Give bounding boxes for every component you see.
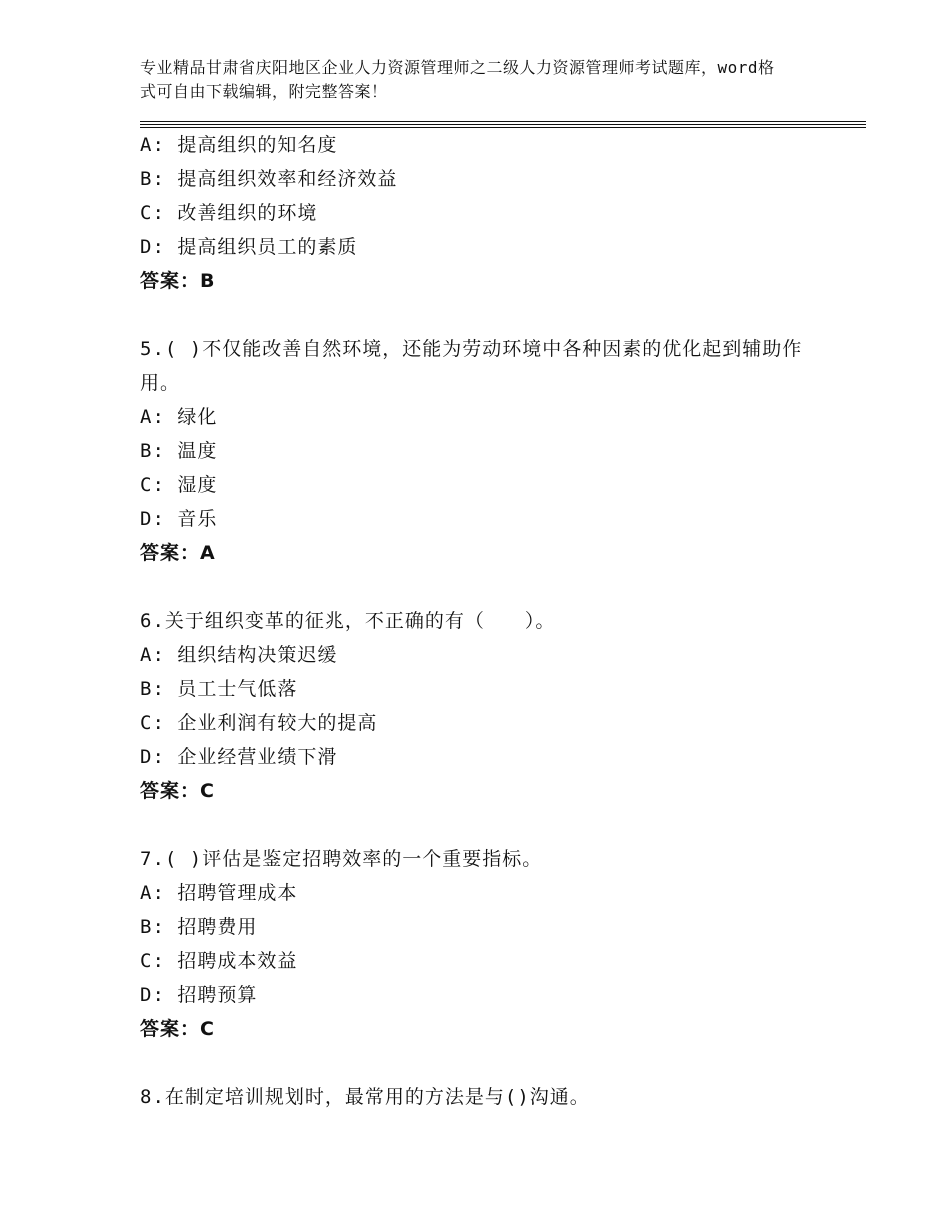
question-text: 5.( )不仅能改善自然环境，还能为劳动环境中各种因素的优化起到辅助作用。 — [140, 338, 803, 394]
option-d: D: 音乐 — [140, 508, 218, 530]
question-text: 8.在制定培训规划时，最常用的方法是与()沟通。 — [140, 1086, 590, 1108]
option-a: A: 绿化 — [140, 406, 218, 428]
option-a: A: 提高组织的知名度 — [140, 134, 338, 156]
answer-label: 答案： — [140, 270, 201, 292]
question-block — [140, 332, 820, 570]
answer-label: 答案： — [140, 1018, 201, 1040]
option-d: D: 招聘预算 — [140, 984, 258, 1006]
question-text: 7.( )评估是鉴定招聘效率的一个重要指标。 — [140, 848, 543, 870]
answer-value: C — [200, 780, 215, 802]
question-block — [140, 128, 820, 298]
option-a: A: 招聘管理成本 — [140, 882, 298, 904]
answer-line — [140, 264, 820, 298]
answer-line — [140, 774, 820, 808]
option-c: C: 企业利润有较大的提高 — [140, 712, 378, 734]
document-header: 专业精品甘肃省庆阳地区企业人力资源管理师之二级人力资源管理师考试题库，word格式可自由下载编辑，附完整答案！ — [140, 58, 775, 101]
question-text: 6.关于组织变革的征兆，不正确的有（ ）。 — [140, 610, 556, 632]
answer-value: B — [200, 270, 216, 292]
answer-value: A — [200, 542, 216, 564]
option-d: D: 企业经营业绩下滑 — [140, 746, 338, 768]
header-rule — [140, 121, 866, 122]
option-c: C: 招聘成本效益 — [140, 950, 298, 972]
question-block — [140, 1080, 820, 1114]
option-c: C: 湿度 — [140, 474, 218, 496]
option-a: A: 组织结构决策迟缓 — [140, 644, 338, 666]
option-d: D: 提高组织员工的素质 — [140, 236, 358, 258]
option-c: C: 改善组织的环境 — [140, 202, 318, 224]
answer-value: C — [200, 1018, 215, 1040]
option-b: B: 招聘费用 — [140, 916, 258, 938]
header-rule — [140, 124, 866, 125]
answer-label: 答案： — [140, 542, 201, 564]
answer-line — [140, 536, 820, 570]
option-b: B: 提高组织效率和经济效益 — [140, 168, 398, 190]
question-list — [140, 128, 820, 1114]
option-b: B: 员工士气低落 — [140, 678, 298, 700]
question-block — [140, 604, 820, 808]
answer-label: 答案： — [140, 780, 201, 802]
question-block — [140, 842, 820, 1046]
answer-line — [140, 1012, 820, 1046]
option-b: B: 温度 — [140, 440, 218, 462]
